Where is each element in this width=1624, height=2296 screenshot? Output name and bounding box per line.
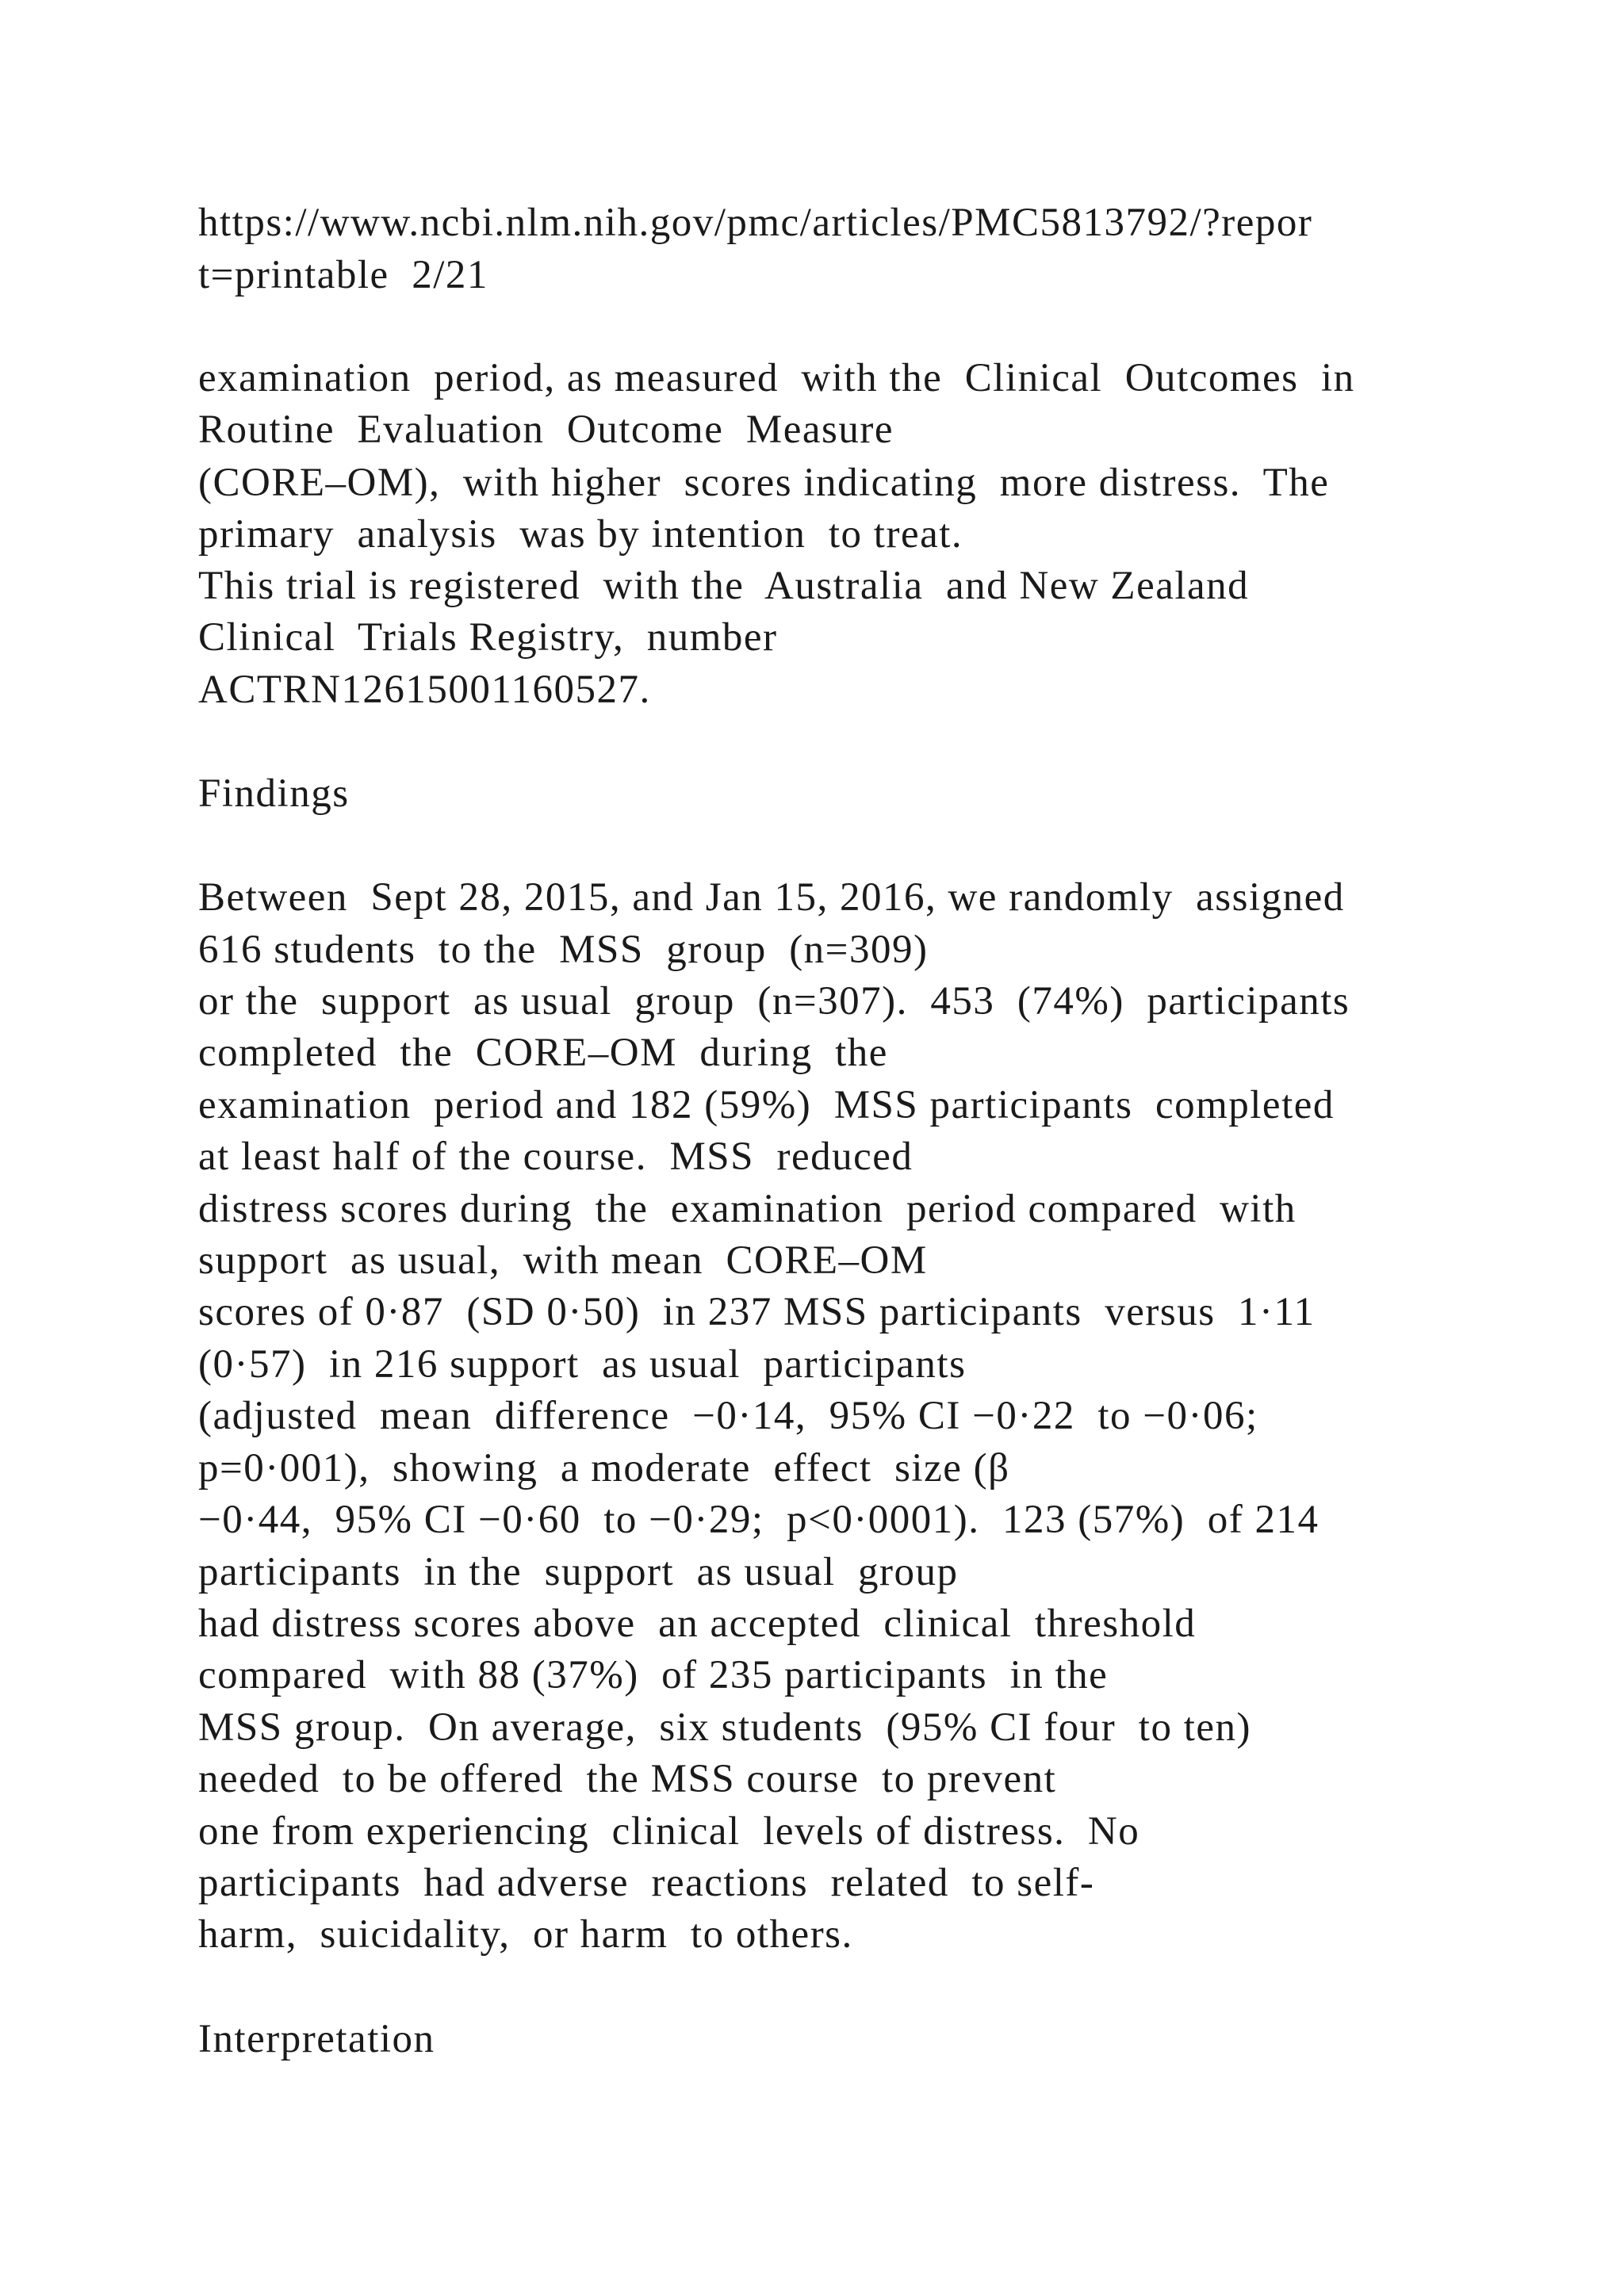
findings-line: completed the CORE–OM during the	[198, 1031, 888, 1075]
findings-line: examination period and 182 (59%) MSS participants completed	[198, 1083, 1335, 1127]
findings-line: MSS group. On average, six students (95% CI four to ten)	[198, 1705, 1251, 1750]
findings-line: participants had adverse reactions related to self-	[198, 1861, 1095, 1905]
findings-line: needed to be offered the MSS course to prevent	[198, 1757, 1057, 1801]
findings-line: support as usual, with mean CORE–OM	[198, 1238, 928, 1283]
source-url-line-1: https://www.ncbi.nlm.nih.gov/pmc/articles/PMC5813792/?repor	[198, 201, 1313, 245]
findings-line: participants in the support as usual group	[198, 1550, 959, 1594]
findings-heading: Findings	[198, 771, 350, 816]
findings-line: scores of 0·87 (SD 0·50) in 237 MSS participants versus 1·11	[198, 1290, 1316, 1334]
findings-line: (adjusted mean difference −0·14, 95% CI −0·22 to −0·06;	[198, 1394, 1258, 1438]
findings-line: −0·44, 95% CI −0·60 to −0·29; p<0·0001). 123 (57%) of 214	[198, 1498, 1320, 1542]
intro-line: (CORE–OM), with higher scores indicating more distress. The	[198, 461, 1330, 505]
findings-line: or the support as usual group (n=307). 453 (74%) participants	[198, 979, 1350, 1024]
findings-line: 616 students to the MSS group (n=309)	[198, 928, 929, 972]
findings-line: p=0·001), showing a moderate effect size (β	[198, 1446, 1010, 1490]
findings-line: at least half of the course. MSS reduced	[198, 1135, 914, 1179]
interpretation-heading: Interpretation	[198, 2017, 435, 2061]
source-url-line-2: t=printable 2/21	[198, 253, 488, 297]
findings-line: distress scores during the examination period compared with	[198, 1187, 1297, 1231]
intro-line: examination period, as measured with the Clinical Outcomes in	[198, 356, 1355, 400]
intro-line: This trial is registered with the Australia and New Zealand	[198, 564, 1250, 608]
findings-line: Between Sept 28, 2015, and Jan 15, 2016, we randomly assigned	[198, 875, 1345, 920]
intro-line: primary analysis was by intention to treat.	[198, 512, 963, 557]
findings-line: compared with 88 (37%) of 235 participants in the	[198, 1653, 1109, 1697]
findings-line: one from experiencing clinical levels of distress. No	[198, 1809, 1140, 1854]
intro-line: Routine Evaluation Outcome Measure	[198, 408, 894, 452]
findings-line: (0·57) in 216 support as usual participants	[198, 1342, 967, 1387]
findings-line: had distress scores above an accepted clinical threshold	[198, 1601, 1197, 1646]
findings-line: harm, suicidality, or harm to others.	[198, 1912, 853, 1957]
intro-line: Clinical Trials Registry, number	[198, 615, 778, 660]
intro-line: ACTRN12615001160527.	[198, 668, 651, 712]
